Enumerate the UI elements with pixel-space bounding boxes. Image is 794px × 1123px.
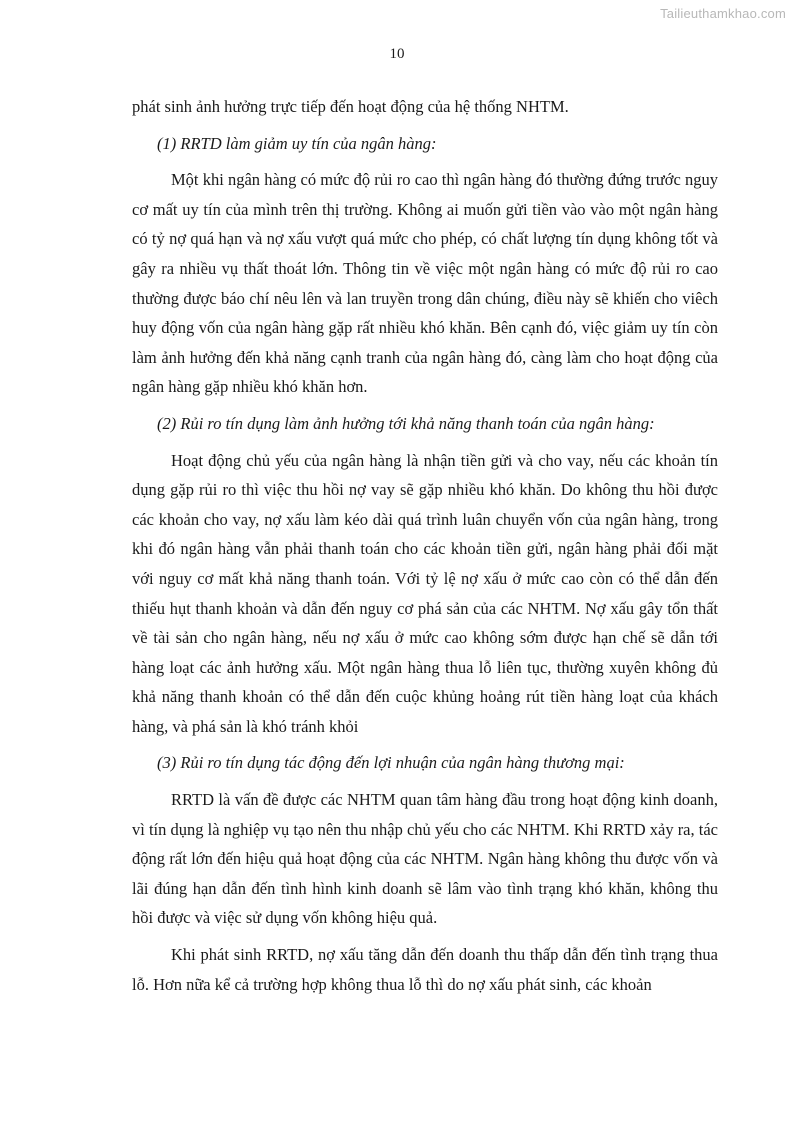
paragraph-continuation: phát sinh ảnh hưởng trực tiếp đến hoạt động của hệ thống NHTM. xyxy=(132,97,569,116)
section-heading-2: (2) Rủi ro tín dụng làm ảnh hưởng tới khả năng thanh toán của ngân hàng: xyxy=(157,413,655,433)
page-number: 10 xyxy=(389,46,405,62)
document-body xyxy=(132,92,718,1006)
paragraph-losses: Khi phát sinh RRTD, nợ xấu tăng dẫn đến doanh thu thấp dẫn đến tình trạng thua lỗ. Hơn nữa kể cả trường hợp không thua lỗ thì do nợ xấu phát sinh, các khoản xyxy=(132,945,718,994)
paragraph-profit: RRTD là vấn đề được các NHTM quan tâm hàng đầu trong hoạt động kinh doanh, vì tín dụng là nghiệp vụ tạo nên thu nhập chủ yếu cho các NHTM. Khi RRTD xảy ra, tác động rất lớn đến hiệu quả hoạt động của các NHTM. Ngân hàng không thu được vốn và lãi đúng hạn dẫn đến tình hình kinh doanh sẽ lâm vào tình trạng khó khăn, không thu hồi được và việc sử dụng vốn không hiệu quả. xyxy=(132,790,718,928)
section-heading-3: (3) Rủi ro tín dụng tác động đến lợi nhuận của ngân hàng thương mại: xyxy=(157,753,625,773)
watermark-text: Tailieuthamkhao.com xyxy=(660,6,786,21)
paragraph-reputation: Một khi ngân hàng có mức độ rủi ro cao thì ngân hàng đó thường đứng trước nguy cơ mất uy tín của mình trên thị trường. Không ai muốn gửi tiền vào vào một ngân hàng có tỷ nợ quá hạn và nợ xấu vượt quá mức cho phép, có chất lượng tín dụng không tốt và gây ra nhiều vụ thất thoát lớn. Thông tin về việc một ngân hàng có mức độ rủi ro cao thường được báo chí nêu lên và lan truyền trong dân chúng, điều này sẽ khiến cho viêch huy động vốn của ngân hàng gặp rất nhiều khó khăn. Bên cạnh đó, việc giảm uy tín còn làm ảnh hưởng đến khả năng cạnh tranh của ngân hàng đó, càng làm cho hoạt động của ngân hàng gặp nhiều khó khăn hơn. xyxy=(132,170,718,397)
paragraph-liquidity: Hoạt động chủ yếu của ngân hàng là nhận tiền gửi và cho vay, nếu các khoản tín dụng gặp rủi ro thì việc thu hồi nợ vay sẽ gặp nhiều khó khăn. Do không thu hồi được các khoản cho vay, nợ xấu làm kéo dài quá trình luân chuyển vốn của ngân hàng, trong khi đó ngân hàng vẫn phải thanh toán cho các khoản tiền gửi, ngân hàng phải đối mặt với nguy cơ mất khả năng thanh toán. Với tỷ lệ nợ xấu ở mức cao còn có thể dẫn đến thiếu hụt thanh khoản và dẫn đến nguy cơ phá sản của các NHTM. Nợ xấu gây tổn thất về tài sản cho ngân hàng, nếu nợ xấu ở mức cao không sớm được hạn chế sẽ dẫn tới hàng loạt các ảnh hưởng xấu. Một ngân hàng thua lỗ liên tục, thường xuyên không đủ khả năng thanh khoản có thể dẫn đến cuộc khủng hoảng rút tiền hàng loạt của khách hàng, và phá sản là khó tránh khỏi xyxy=(132,450,718,736)
section-heading-1: (1) RRTD làm giảm uy tín của ngân hàng: xyxy=(157,133,437,153)
